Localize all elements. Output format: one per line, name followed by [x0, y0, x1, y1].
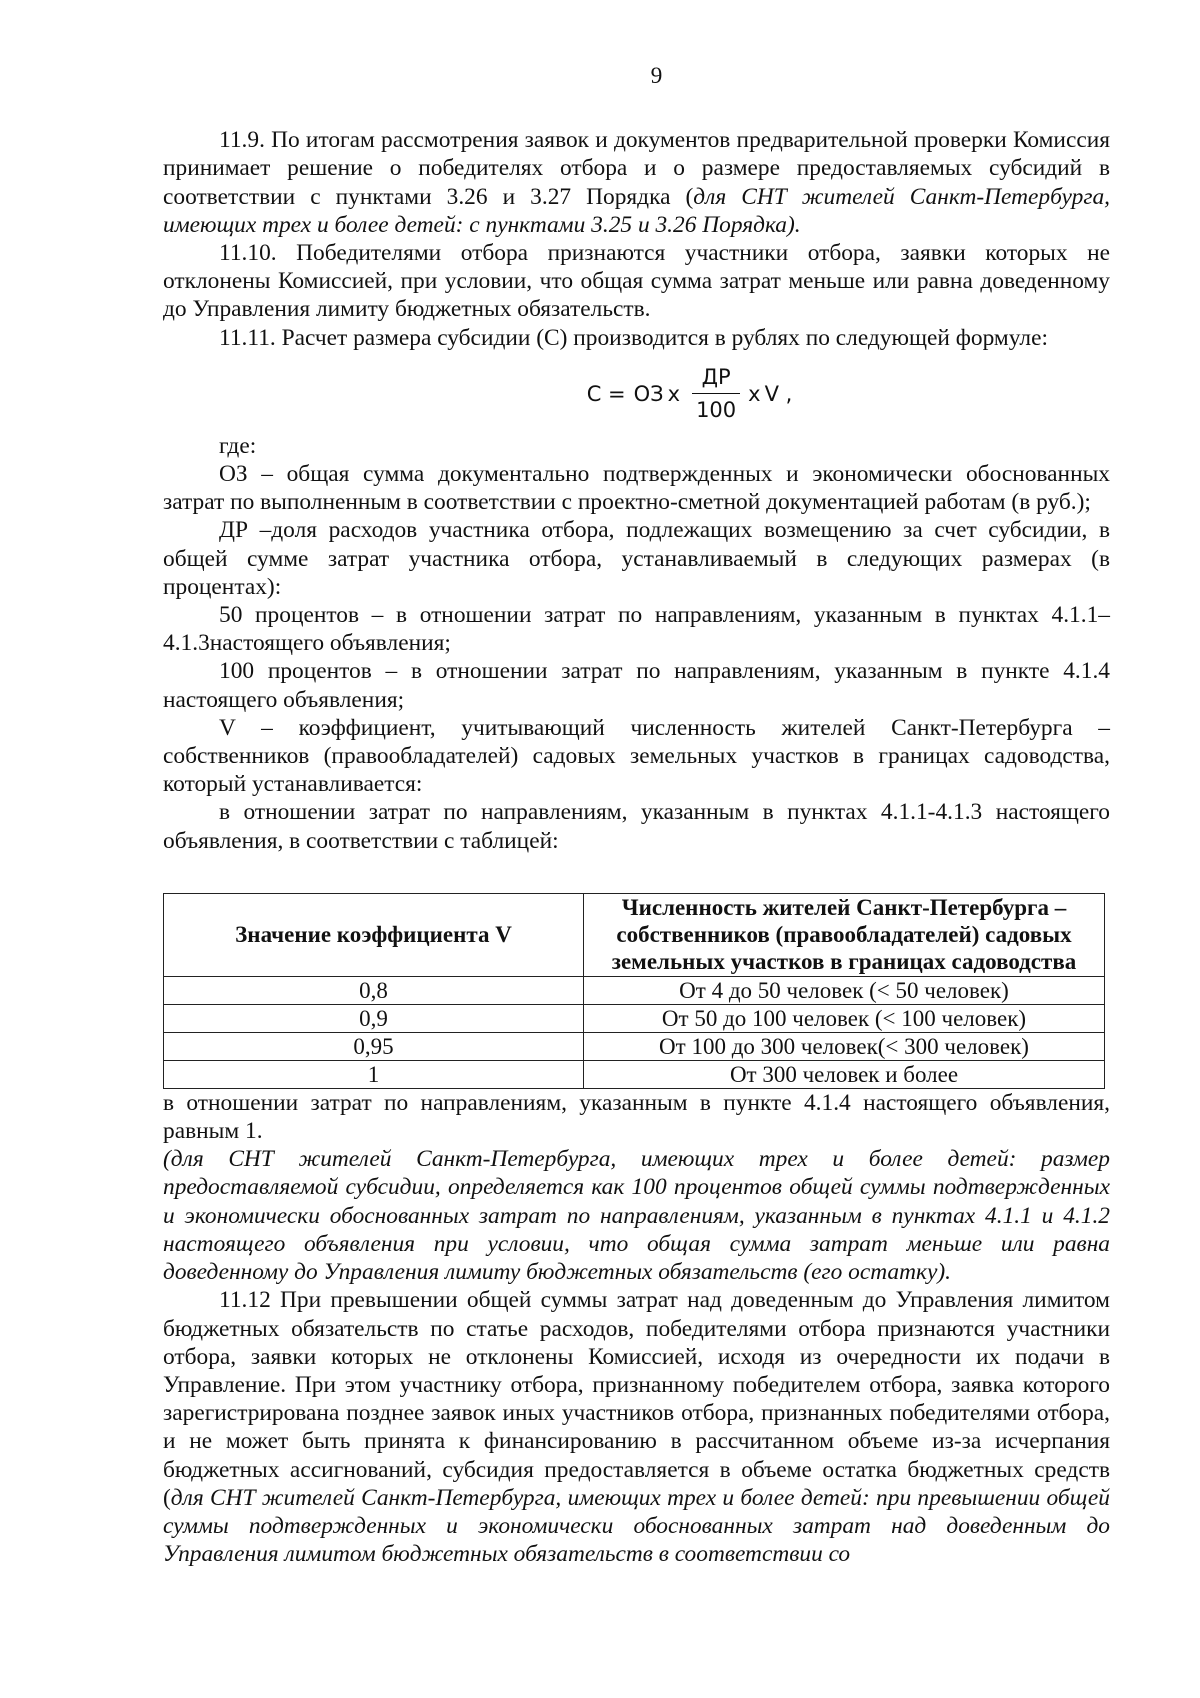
formula-times-1: x: [667, 381, 681, 406]
paragraph-11-12-text: 11.12 При превышении общей суммы затрат над доведенным до Управления лимитом бюджетных обязательств по статье расходов, победителями отбора признаются участники отбора, заявки которых не отклонены Комиссией, исходя из очередности их подачи в Управление. При этом участнику отбора, признанному победителем отбора, заявка которого зарегистрирована позднее заявок иных участников отбора, признанных победителями отбора, и не может быть принята к финансированию в рассчитанном объеме из-за исчерпания бюджетных ассигнований, субсидия предоставляется в объеме остатка бюджетных средств (: [163, 1287, 1110, 1511]
table-cell-count: От 50 до 100 человек (< 100 человек): [584, 1004, 1105, 1032]
percent-50: 50 процентов – в отношении затрат по направлениям, указанным в пунктах 4.1.1–4.1.3настоящего объявления;: [163, 602, 1110, 657]
page-number: 9: [650, 63, 663, 89]
formula-oz: ОЗ: [633, 381, 664, 406]
paragraph-11-9: [163, 126, 1110, 239]
large-family-note: (для СНТ жителей Санкт-Петербурга, имеющих трех и более детей: размер предоставляемой субсидии, определяется как 100 процентов общей суммы подтвержденных и экономически обоснованных затрат по направлениям, указанным в пунктах 4.1.1 и 4.1.2 настоящего объявления при условии, что общая сумма затрат меньше или равна доведенному до Управления лимиту бюджетных обязательств (его остатку).: [163, 1146, 1110, 1286]
where-label: где:: [219, 432, 257, 459]
paragraph-11-9-text: 11.9. По итогам рассмотрения заявок и документов предварительной проверки Комиссия принимает решение о победителях отбора и о размере предоставляемых субсидий в соответствии с пунктами 3.26 и 3.27 Порядка (: [163, 127, 1110, 210]
table-row: [164, 1060, 1105, 1088]
after-table-text: в отношении затрат по направлениям, указанным в пункте 4.1.4 настоящего объявления, равным 1.: [163, 1089, 1110, 1145]
table-cell-v: 1: [164, 1060, 584, 1088]
formula-denominator: 100: [692, 393, 740, 424]
definition-dr: ДР –доля расходов участника отбора, подлежащих возмещению за счет субсидии, в общей сумме затрат участника отбора, устанавливаемый в следующих размерах (в процентах):: [163, 517, 1110, 600]
definition-v: V – коэффициент, учитывающий численность жителей Санкт-Петербурга – собственников (правообладателей) садовых земельных участков в границах садоводства, который устанавливается:: [163, 714, 1110, 798]
paragraph-11-11: 11.11. Расчет размера субсидии (С) производится в рублях по следующей формуле:: [219, 324, 1048, 351]
table-row: [164, 1004, 1105, 1032]
table-header-residents: Численность жителей Санкт-Петербурга – собственников (правообладателей) садовых земельных участков в границах садоводства: [584, 893, 1105, 976]
paragraph-11-9-italic: для СНТ жителей Санкт-Петербурга, имеющих трех и более детей: с пунктами 3.25 и 3.26 Порядка).: [163, 183, 1110, 238]
coefficient-table: [163, 893, 1105, 1089]
table-cell-count: От 100 до 300 человек(< 300 человек): [584, 1032, 1105, 1060]
table-cell-v: 0,9: [164, 1004, 584, 1032]
formula-tail: V ,: [764, 381, 793, 406]
paragraph-11-12-italic: для СНТ жителей Санкт-Петербурга, имеющих трех и более детей: при превышении общей суммы подтвержденных и экономически обоснованных затрат над доведенным до Управления лимитом бюджетных обязательств в соответствии со: [163, 1484, 1110, 1568]
definition-oz: ОЗ – общая сумма документально подтвержденных и экономически обоснованных затрат по выполненным в соответствии с проектно-сметной документацией работам (в руб.);: [163, 461, 1110, 516]
table-row: [164, 1032, 1105, 1060]
table-cell-count: От 300 человек и более: [584, 1060, 1105, 1088]
formula-numerator: ДР: [701, 365, 731, 390]
paragraph-11-10: 11.10. Победителями отбора признаются участники отбора, заявки которых не отклонены Комиссией, при условии, что общая сумма затрат меньше или равна доведенному до Управления лимиту бюджетных обязательств.: [163, 240, 1110, 323]
table-cell-count: От 4 до 50 человек (< 50 человек): [584, 976, 1105, 1004]
table-header-coefficient: Значение коэффициента V: [164, 893, 584, 976]
subsidy-formula: [163, 358, 1110, 430]
table-cell-v: 0,8: [164, 976, 584, 1004]
formula-times-2: x: [748, 381, 761, 406]
table-cell-v: 0,95: [164, 1032, 584, 1060]
formula-lhs: С =: [586, 381, 626, 406]
v-intro: в отношении затрат по направлениям, указанным в пунктах 4.1.1-4.1.3 настоящего объявления, в соответствии с таблицей:: [163, 799, 1110, 854]
table-header-row: [164, 893, 1105, 976]
paragraph-11-12: [163, 1286, 1110, 1568]
table-row: [164, 976, 1105, 1004]
formula-fraction: [692, 363, 740, 424]
percent-100: 100 процентов – в отношении затрат по направлениям, указанным в пункте 4.1.4 настоящего объявления;: [163, 658, 1110, 713]
